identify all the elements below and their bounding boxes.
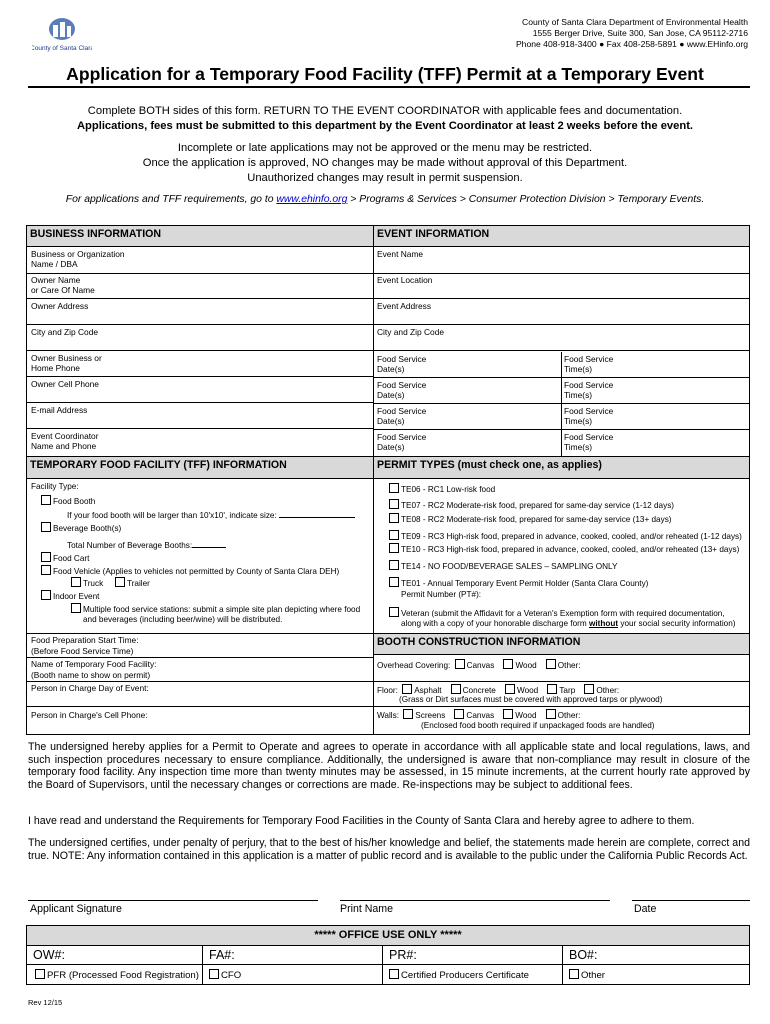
walls-canvas-label: Canvas (466, 711, 495, 720)
trailer-checkbox[interactable] (115, 577, 125, 587)
intro-line-5: Unauthorized changes may result in permit suspension. (247, 172, 523, 184)
beverage-booth-label: Beverage Booth(s) (53, 524, 122, 533)
multi-station-label: Multiple food service stations: submit a simple site plan depicting where food (83, 605, 361, 614)
other-option[interactable] (569, 969, 605, 981)
rule (373, 273, 749, 274)
service-time-1[interactable]: Food Service Time(s) (564, 354, 614, 374)
booth-heading: BOOTH CONSTRUCTION INFORMATION (374, 634, 749, 654)
overhead-other-checkbox[interactable] (546, 659, 556, 669)
trailer-label: Trailer (127, 579, 150, 588)
overhead-canvas-label: Canvas (466, 661, 495, 670)
intro-line-4: Once the application is approved, NO changes may be made without approval of this Department. (142, 157, 628, 169)
service-time-3[interactable]: Food Service Time(s) (564, 406, 614, 426)
event-heading: EVENT INFORMATION (374, 226, 749, 246)
certification-paragraph: The undersigned certifies, under penalty of perjury, that to the best of his/her knowledge and belief, the statements made herein are complete, correct and true. NOTE: Any information contained in this application is a matter of public record and is available to the public under the California Public Records Act. (28, 837, 750, 862)
bev-count-row (67, 539, 226, 551)
dept-contact: Phone 408-918-3400 ● Fax 408-258-5891 ● www.EHinfo.org (515, 39, 748, 49)
intro-line-3: Incomplete or late applications may not be approved or the menu may be restricted. (177, 142, 593, 154)
bo-field[interactable]: BO#: (569, 948, 598, 962)
column-divider (373, 226, 374, 734)
rule (373, 377, 749, 378)
fa-field[interactable]: FA#: (209, 948, 235, 962)
title-rule (28, 86, 750, 88)
cfo-label: CFO (221, 970, 242, 981)
te01-label: TE01 - Annual Temporary Event Permit Holder (Santa Clara County) (401, 579, 649, 588)
rule (373, 706, 749, 707)
multi-station-option[interactable] (71, 603, 360, 615)
rule (27, 298, 373, 299)
tff-heading: TEMPORARY FOOD FACILITY (TFF) INFORMATION (27, 457, 373, 478)
floor-tarp-label: Tarp (559, 686, 576, 695)
overhead-wood-checkbox[interactable] (503, 659, 513, 669)
rule (373, 298, 749, 299)
veteran-option[interactable] (389, 607, 725, 619)
te01-option[interactable] (389, 577, 648, 589)
overhead-wood-label: Wood (515, 661, 537, 670)
indoor-event-checkbox[interactable] (41, 590, 51, 600)
beverage-booth-checkbox[interactable] (41, 522, 51, 532)
applicant-signature-label: Applicant Signature (30, 903, 122, 915)
te08-option[interactable] (389, 513, 672, 525)
owner-name-field[interactable]: Owner Name or Care Of Name (31, 275, 95, 295)
rule (27, 402, 373, 403)
te06-option[interactable] (389, 483, 495, 495)
truck-checkbox[interactable] (71, 577, 81, 587)
cert-option[interactable] (389, 969, 529, 981)
service-date-3[interactable]: Food Service Date(s) (377, 406, 427, 426)
walls-canvas-checkbox[interactable] (454, 709, 464, 719)
req-post: > Programs & Services > Consumer Protection Division > Temporary Events. (347, 194, 705, 205)
rule (27, 657, 373, 658)
rule (373, 681, 749, 682)
logo-text: County of Santa Clara (32, 45, 92, 52)
pt-number-label[interactable]: Permit Number (PT#): (401, 590, 482, 599)
intro-line-1: Complete BOTH sides of this form. RETURN TO THE EVENT COORDINATOR with applicable fees and documentation. (87, 105, 683, 117)
intro-line-2: Applications, fees must be submitted to this department by the Event Coordinator at least 2 weeks before the event. (76, 120, 694, 132)
rule (27, 246, 749, 247)
office-heading: ***** OFFICE USE ONLY ***** (27, 926, 749, 945)
walls-row (377, 709, 580, 721)
multi-station-label-2: and beverages (including beer/wine) will be distributed. (83, 615, 283, 624)
food-booth-checkbox[interactable] (41, 495, 51, 505)
food-cart-label: Food Cart (53, 554, 90, 563)
food-booth-label: Food Booth (53, 497, 96, 506)
email-field[interactable]: E-mail Address (31, 405, 88, 415)
food-cart-checkbox[interactable] (41, 552, 51, 562)
print-name-label: Print Name (340, 903, 393, 915)
te09-label: TE09 - RC3 High-risk food, prepared in advance, cooked, cooled, and/or reheated (1-12 days) (401, 532, 742, 541)
permit-heading: PERMIT TYPES (must check one, as applies) (374, 457, 749, 478)
food-vehicle-label: Food Vehicle (Applies to vehicles not permitted by County of Santa Clara DEH) (53, 567, 340, 576)
rule (27, 376, 373, 377)
pr-field[interactable]: PR#: (389, 948, 417, 962)
walls-screens-label: Screens (415, 711, 446, 720)
beverage-booth-option[interactable] (41, 522, 121, 534)
owner-phone-field[interactable]: Owner Business or Home Phone (31, 353, 102, 373)
te14-option[interactable] (389, 560, 617, 572)
pfr-checkbox[interactable] (35, 969, 45, 979)
food-booth-option[interactable] (41, 495, 95, 507)
te06-checkbox[interactable] (389, 483, 399, 493)
walls-wood-label: Wood (515, 711, 537, 720)
overhead-row (377, 659, 581, 671)
coordinator-field[interactable]: Event Coordinator Name and Phone (31, 431, 99, 451)
pfr-label: PFR (Processed Food Registration) (47, 970, 199, 981)
indoor-event-label: Indoor Event (53, 592, 100, 601)
office-use-box (26, 925, 750, 985)
walls-screens-checkbox[interactable] (403, 709, 413, 719)
veteran-label: Veteran (submit the Affidavit for a Veteran's Exemption form with required documentation, (401, 609, 725, 618)
truck-option[interactable] (71, 577, 103, 589)
req-pre: For applications and TFF requirements, go to (65, 194, 277, 205)
cfo-checkbox[interactable] (209, 969, 219, 979)
rule (382, 946, 383, 984)
booth-size-label: If your food booth will be larger than 10'x10', indicate size: (67, 511, 277, 520)
rule (27, 681, 373, 682)
floor-asphalt-label: Asphalt (414, 686, 442, 695)
walls-other-label: Other: (557, 711, 581, 720)
floor-note: (Grass or Dirt surfaces must be covered with approved tarps or plywood) (399, 695, 663, 704)
te01-checkbox[interactable] (389, 577, 399, 587)
walls-other-checkbox[interactable] (546, 709, 556, 719)
service-date-4[interactable]: Food Service Date(s) (377, 432, 427, 452)
te07-label: TE07 - RC2 Moderate-risk food, prepared for same-day service (1-12 days) (401, 501, 675, 510)
prep-time-note: (Before Food Service Time) (31, 646, 134, 656)
rule (27, 945, 749, 946)
veteran-note (401, 619, 735, 629)
truck-label: Truck (83, 579, 104, 588)
walls-label: Walls: (377, 711, 399, 720)
service-time-2[interactable]: Food Service Time(s) (564, 380, 614, 400)
rule (202, 946, 203, 984)
rule (27, 324, 749, 325)
rule (373, 654, 749, 655)
agreement-paragraph: The undersigned hereby applies for a Permit to Operate and agrees to operate in accordance with all applicable state and local regulations, laws, and such inspection procedures necessary to ensure compliance. Additionally, the undersigned is aware that non-compliance may result in closure of the temporary food facility. Any inspection time more than twenty minutes may be assessed, in 15 minute increments, at the current hourly rate approved by the Board of Supervisors, until the necessary changes or corrections are made. Re-inspections may be subject to additional fees. (28, 741, 750, 791)
bev-count-label: Total Number of Beverage Booths: (67, 541, 193, 550)
booth-size-row (67, 509, 355, 521)
overhead-label: Overhead Covering: (377, 661, 451, 670)
tff-name-note: (Booth name to show on permit) (31, 670, 151, 680)
pfr-option[interactable] (35, 969, 199, 981)
cfo-option[interactable] (209, 969, 241, 981)
print-name-line[interactable] (340, 900, 610, 901)
floor-label: Floor: (377, 686, 398, 695)
owner-city-field[interactable]: City and Zip Code (31, 327, 99, 337)
application-form (26, 225, 750, 735)
facility-type-label: Facility Type: (31, 482, 79, 491)
tff-name-label[interactable]: Name of Temporary Food Facility: (31, 659, 157, 669)
ow-field[interactable]: OW#: (33, 948, 65, 962)
owner-address-field[interactable]: Owner Address (31, 301, 89, 311)
other-checkbox[interactable] (569, 969, 579, 979)
dept-address: 1555 Berger Drive, Suite 300, San Jose, CA 95112-2716 (532, 28, 748, 38)
indoor-event-option[interactable] (41, 590, 99, 602)
service-date-2[interactable]: Food Service Date(s) (377, 380, 427, 400)
bev-count-input[interactable] (192, 539, 226, 548)
cert-label: Certified Producers Certificate (401, 970, 529, 981)
date-line[interactable] (632, 900, 750, 901)
event-name-field[interactable]: Event Name (377, 249, 424, 259)
rule (27, 428, 373, 429)
person-in-charge-field[interactable]: Person in Charge Day of Event: (31, 683, 149, 693)
prep-time-label[interactable]: Food Preparation Start Time: (31, 635, 139, 645)
rule (562, 946, 563, 984)
service-date-1[interactable]: Food Service Date(s) (377, 354, 427, 374)
overhead-other-label: Other: (557, 661, 581, 670)
veteran-checkbox[interactable] (389, 607, 399, 617)
te10-option[interactable] (389, 543, 739, 555)
te14-label: TE14 - NO FOOD/BEVERAGE SALES – SAMPLING ONLY (401, 562, 618, 571)
te09-option[interactable] (389, 530, 742, 542)
revision-label: Rev 12/15 (28, 998, 63, 1007)
event-address-field[interactable]: Event Address (377, 301, 432, 311)
rule (27, 350, 749, 351)
te07-option[interactable] (389, 499, 674, 511)
walls-wood-checkbox[interactable] (503, 709, 513, 719)
time-divider (561, 352, 562, 456)
event-city-field[interactable]: City and Zip Code (377, 327, 445, 337)
veteran-note-a: along with a copy of your honorable discharge form (401, 619, 589, 628)
floor-concrete-checkbox[interactable] (451, 684, 461, 694)
rule (27, 273, 373, 274)
booth-size-input[interactable] (279, 509, 355, 518)
te10-checkbox[interactable] (389, 543, 399, 553)
floor-other-label: Other: (596, 686, 620, 695)
rule (27, 478, 749, 479)
event-location-field[interactable]: Event Location (377, 275, 433, 285)
te10-label: TE10 - RC3 High-risk food, prepared in advance, cooked, cooled, and/or reheated (13+ days) (401, 545, 740, 554)
cert-checkbox[interactable] (389, 969, 399, 979)
te09-checkbox[interactable] (389, 530, 399, 540)
food-vehicle-option[interactable] (41, 565, 339, 577)
overhead-canvas-checkbox[interactable] (455, 659, 465, 669)
te07-checkbox[interactable] (389, 499, 399, 509)
date-label: Date (634, 903, 657, 915)
floor-tarp-checkbox[interactable] (547, 684, 557, 694)
business-name-field[interactable]: Business or Organization Name / DBA (31, 249, 125, 269)
service-time-4[interactable]: Food Service Time(s) (564, 432, 614, 452)
te08-checkbox[interactable] (389, 513, 399, 523)
floor-concrete-label: Concrete (462, 686, 496, 695)
rule (373, 429, 749, 430)
dept-name: County of Santa Clara Department of Environmental Health (522, 17, 748, 27)
veteran-note-b: without (588, 619, 619, 628)
floor-asphalt-checkbox[interactable] (402, 684, 412, 694)
te06-label: TE06 - RC1 Low-risk food (401, 485, 496, 494)
floor-wood-checkbox[interactable] (505, 684, 515, 694)
trailer-option[interactable] (115, 577, 150, 589)
te14-checkbox[interactable] (389, 560, 399, 570)
requirements-paragraph: I have read and understand the Requirements for Temporary Food Facilities in the County of Santa Clara and hereby agree to adhere to them. (28, 815, 695, 827)
food-vehicle-checkbox[interactable] (41, 565, 51, 575)
walls-note: (Enclosed food booth required if unpackaged foods are handled) (421, 721, 655, 730)
page-title: Application for a Temporary Food Facility (TFF) Permit at a Temporary Event (66, 64, 704, 84)
other-label: Other (581, 970, 605, 981)
pic-cell-field[interactable]: Person in Charge's Cell Phone: (31, 710, 148, 720)
rule (373, 403, 749, 404)
rule (27, 964, 749, 965)
floor-wood-label: Wood (516, 686, 539, 695)
multi-station-checkbox[interactable] (71, 603, 81, 613)
veteran-note-c: your social security information) (618, 619, 736, 628)
owner-cell-field[interactable]: Owner Cell Phone (31, 379, 99, 389)
ehinfo-link[interactable]: www.ehinfo.org (276, 194, 348, 205)
business-heading: BUSINESS INFORMATION (27, 226, 373, 246)
food-cart-option[interactable] (41, 552, 89, 564)
floor-other-checkbox[interactable] (584, 684, 594, 694)
county-logo (32, 16, 92, 56)
signature-line[interactable] (28, 900, 318, 901)
te08-label: TE08 - RC2 Moderate-risk food, prepared for same-day service (13+ days) (401, 515, 672, 524)
requirements-line (0, 194, 770, 205)
